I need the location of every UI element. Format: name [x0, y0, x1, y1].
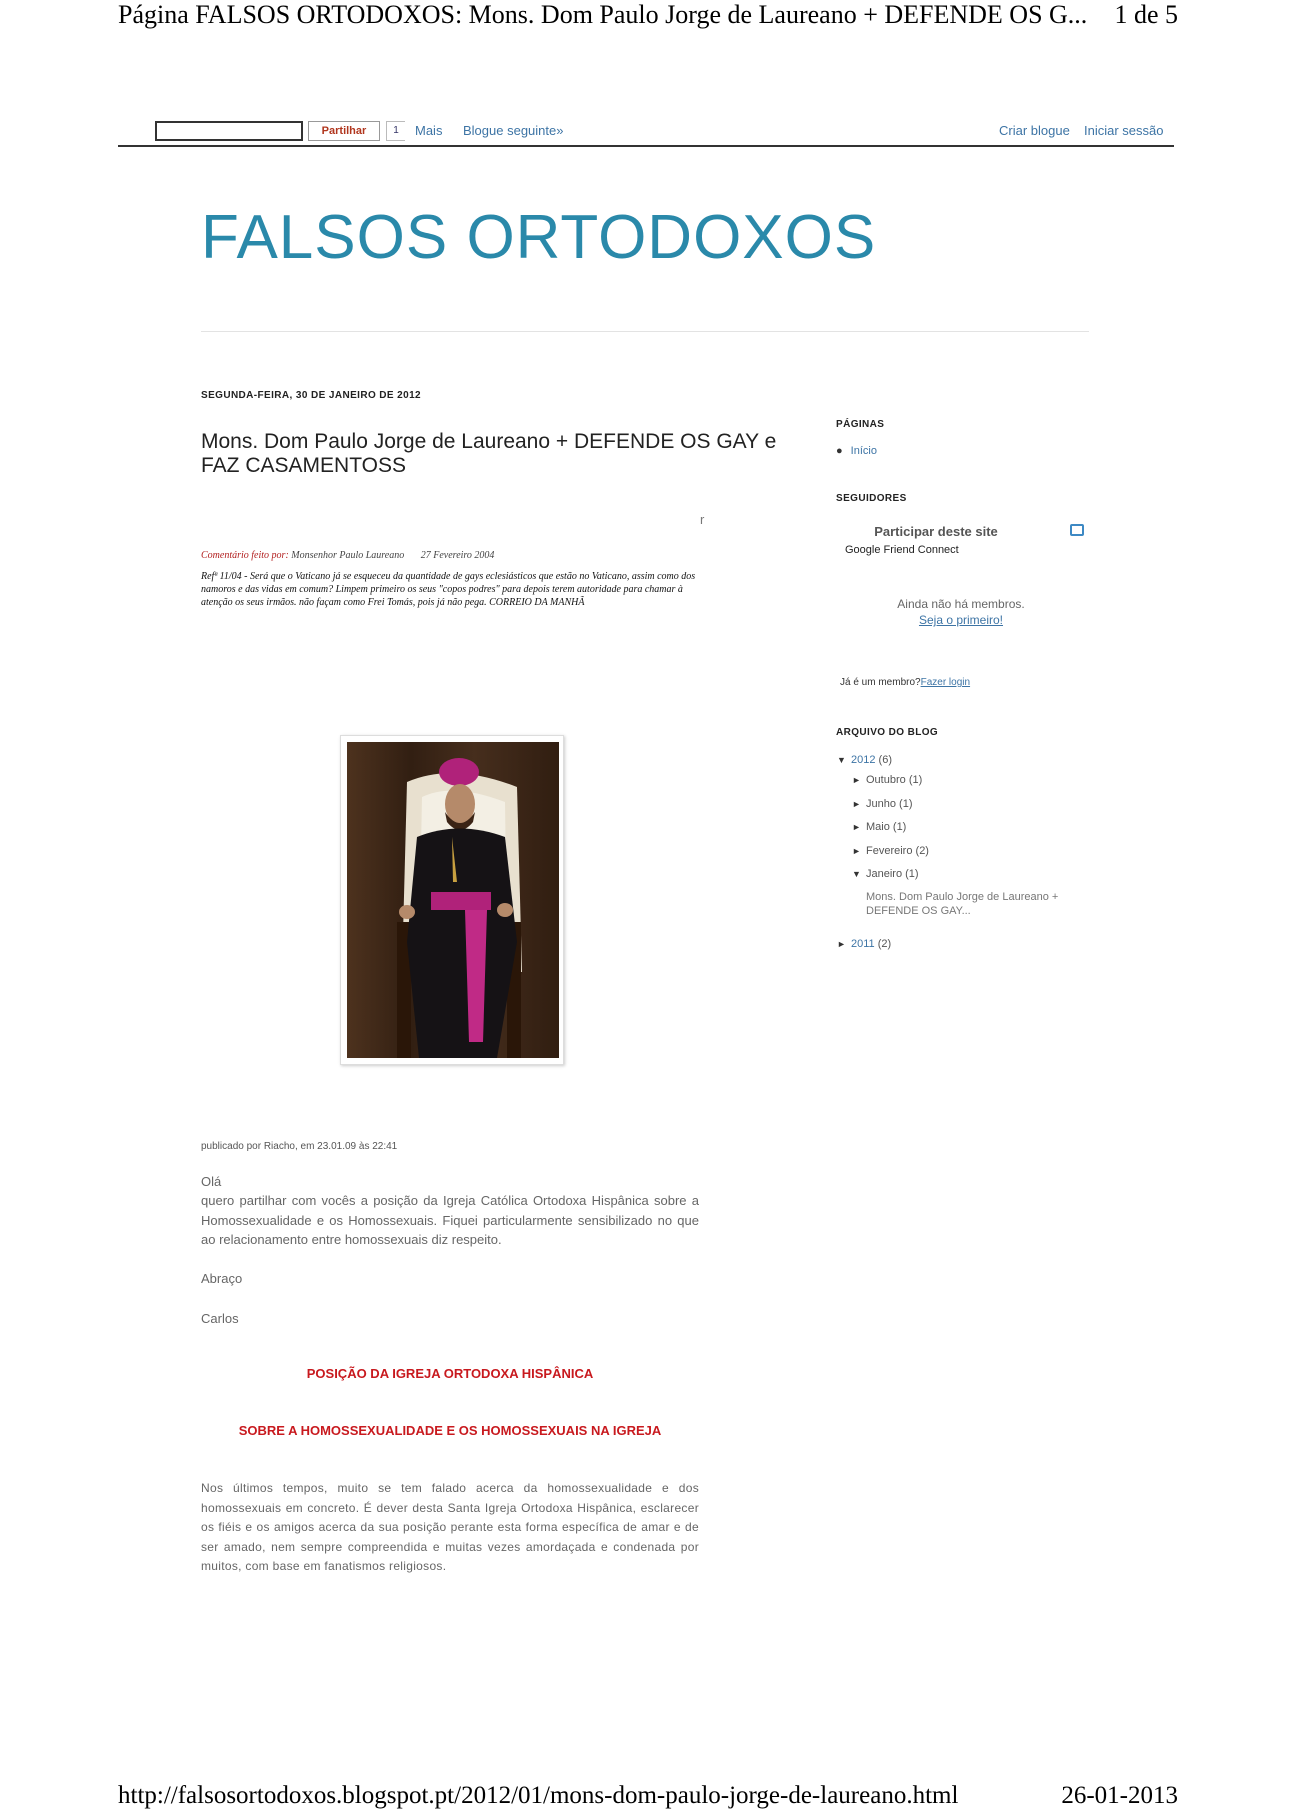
sign-in-link[interactable]: Iniciar sessão	[1084, 123, 1164, 138]
archive-month-maio[interactable]	[852, 821, 906, 833]
archive-year-count: (6)	[878, 754, 892, 766]
followers-heading: SEGUIDORES	[836, 493, 907, 504]
archive-month-fevereiro[interactable]	[852, 845, 929, 857]
login-link[interactable]: Fazer login	[920, 677, 971, 688]
archive-month-count: (1)	[899, 798, 913, 810]
navbar-search-input[interactable]	[155, 121, 303, 141]
next-blog-link[interactable]: Blogue seguinte»	[463, 123, 564, 138]
archive-heading: ARQUIVO DO BLOG	[836, 727, 939, 738]
comment-author: Monsenhor Paulo Laureano	[291, 550, 405, 561]
bullet-icon: ●	[836, 445, 843, 457]
intro-paragraph: quero partilhar com vocês a posição da Igreja Católica Ortodoxa Hispânica sobre a Homossexualidade e os Homossexuais. Fiquei particularmente sensibilizado no que ao relacionamento entre homossexuais diz respeito.	[201, 1193, 699, 1247]
expand-triangle-icon[interactable]: ►	[852, 822, 861, 832]
section-heading-2: SOBRE A HOMOSSEXUALIDADE E OS HOMOSSEXUAIS NA IGREJA	[238, 1423, 662, 1438]
pages-link-inicio[interactable]: Início	[850, 445, 877, 457]
expand-triangle-icon[interactable]: ►	[852, 846, 861, 856]
scanned-comment-meta	[201, 550, 494, 561]
print-header	[118, 0, 1178, 30]
no-members-text: Ainda não há membros.	[897, 597, 1025, 611]
archive-month-label[interactable]: Janeiro	[866, 868, 903, 880]
join-site-label: Participar deste site	[874, 524, 998, 539]
already-member	[840, 677, 970, 688]
archive-month-count: (1)	[908, 774, 923, 786]
already-member-text: Já é um membro?	[840, 677, 921, 688]
archive-month-count: (2)	[915, 845, 929, 857]
print-footer	[118, 1782, 1178, 1812]
blogger-navbar	[118, 117, 1174, 147]
share-button[interactable]: Partilhar	[308, 121, 380, 141]
collapse-triangle-icon[interactable]: ▼	[852, 869, 861, 879]
post-title[interactable]: Mons. Dom Paulo Jorge de Laureano + DEFENDE OS GAY e FAZ CASAMENTOSS	[201, 430, 777, 477]
pages-list-item[interactable]	[836, 445, 877, 457]
archive-month-count: (1)	[892, 821, 907, 833]
published-by: publicado por Riacho, em 23.01.09 às 22:41	[201, 1141, 398, 1152]
post-date-header: SEGUNDA-FEIRA, 30 DE JANEIRO DE 2012	[201, 390, 422, 401]
print-date: 26-01-2013	[1061, 1782, 1178, 1809]
pages-heading: PÁGINAS	[836, 419, 885, 430]
header-divider	[201, 331, 1089, 332]
print-page-number: 1 de 5	[1114, 0, 1178, 29]
google-friend-connect-label: Google Friend Connect	[845, 544, 959, 556]
collapse-triangle-icon[interactable]: ▼	[837, 755, 846, 765]
archive-year-2011[interactable]	[837, 938, 891, 950]
archive-year-label[interactable]: 2011	[851, 938, 875, 950]
greeting: Olá	[201, 1174, 222, 1189]
scanned-comment-text: Refª 11/04 - Será que o Vaticano já se esqueceu da quantidade de gays eclesiásticos que estão no Vaticano, assim como dos namoros e das vidas em comum? Limpem primeiro os seus "copos podres" para depois terem autoridade para chamar à atenção os seus irmãos. não façam como Frei Tomás, pois já não pega. CORREIO DA MANHÃ	[201, 571, 696, 608]
stray-character: r	[700, 512, 705, 527]
paragraph-1: Nos últimos tempos, muito se tem falado acerca da homossexualidade e dos homossexuais em concreto. É dever desta Santa Igreja Ortodoxa Hispânica, esclarecer os fiéis e os amigos acerca da sua posição perante esta forma específica de amar e de ser amado, nem sempre compreendida e muitas vezes amordaçada e condenada por muitos, com base em fanatismos religiosos.	[201, 1481, 699, 1573]
archive-month-label[interactable]: Junho	[866, 798, 896, 810]
blog-title[interactable]: FALSOS ORTODOXOS	[201, 203, 877, 272]
popup-window-icon[interactable]	[1070, 524, 1084, 536]
expand-triangle-icon[interactable]: ►	[852, 799, 861, 809]
signature: Carlos	[201, 1311, 239, 1326]
archive-month-janeiro[interactable]	[852, 868, 919, 880]
print-url: http://falsosortodoxos.blogspot.pt/2012/01/mons-dom-paulo-jorge-de-laureano.html	[118, 1782, 959, 1809]
comment-label: Comentário feito por:	[201, 550, 289, 561]
archive-month-outubro[interactable]	[852, 774, 922, 786]
more-link[interactable]: Mais	[415, 123, 443, 138]
archive-year-2012[interactable]	[837, 754, 892, 766]
archive-year-label[interactable]: 2012	[851, 754, 876, 766]
archive-month-label[interactable]: Fevereiro	[866, 845, 913, 857]
expand-triangle-icon[interactable]: ►	[852, 775, 861, 785]
post-photo[interactable]	[340, 735, 564, 1065]
archive-month-count: (1)	[905, 868, 919, 880]
create-blog-link[interactable]: Criar blogue	[999, 123, 1070, 138]
expand-triangle-icon[interactable]: ►	[837, 939, 846, 949]
sign-off: Abraço	[201, 1271, 243, 1286]
comment-date: 27 Fevereiro 2004	[420, 550, 495, 561]
archive-post-link[interactable]: Mons. Dom Paulo Jorge de Laureano + DEFENDE OS GAY...	[866, 891, 1059, 917]
print-header-title: Página FALSOS ORTODOXOS: Mons. Dom Paulo Jorge de Laureano + DEFENDE OS G...	[118, 0, 1088, 29]
archive-month-label[interactable]: Maio	[866, 821, 890, 833]
be-first-link[interactable]: Seja o primeiro!	[918, 613, 1004, 627]
bishop-photo-image	[347, 742, 559, 1058]
archive-month-label[interactable]: Outubro	[866, 774, 906, 786]
archive-month-junho[interactable]	[852, 798, 913, 810]
section-heading-1: POSIÇÃO DA IGREJA ORTODOXA HISPÂNICA	[306, 1366, 594, 1381]
share-count: 1	[386, 121, 405, 141]
archive-year-count: (2)	[877, 938, 892, 950]
